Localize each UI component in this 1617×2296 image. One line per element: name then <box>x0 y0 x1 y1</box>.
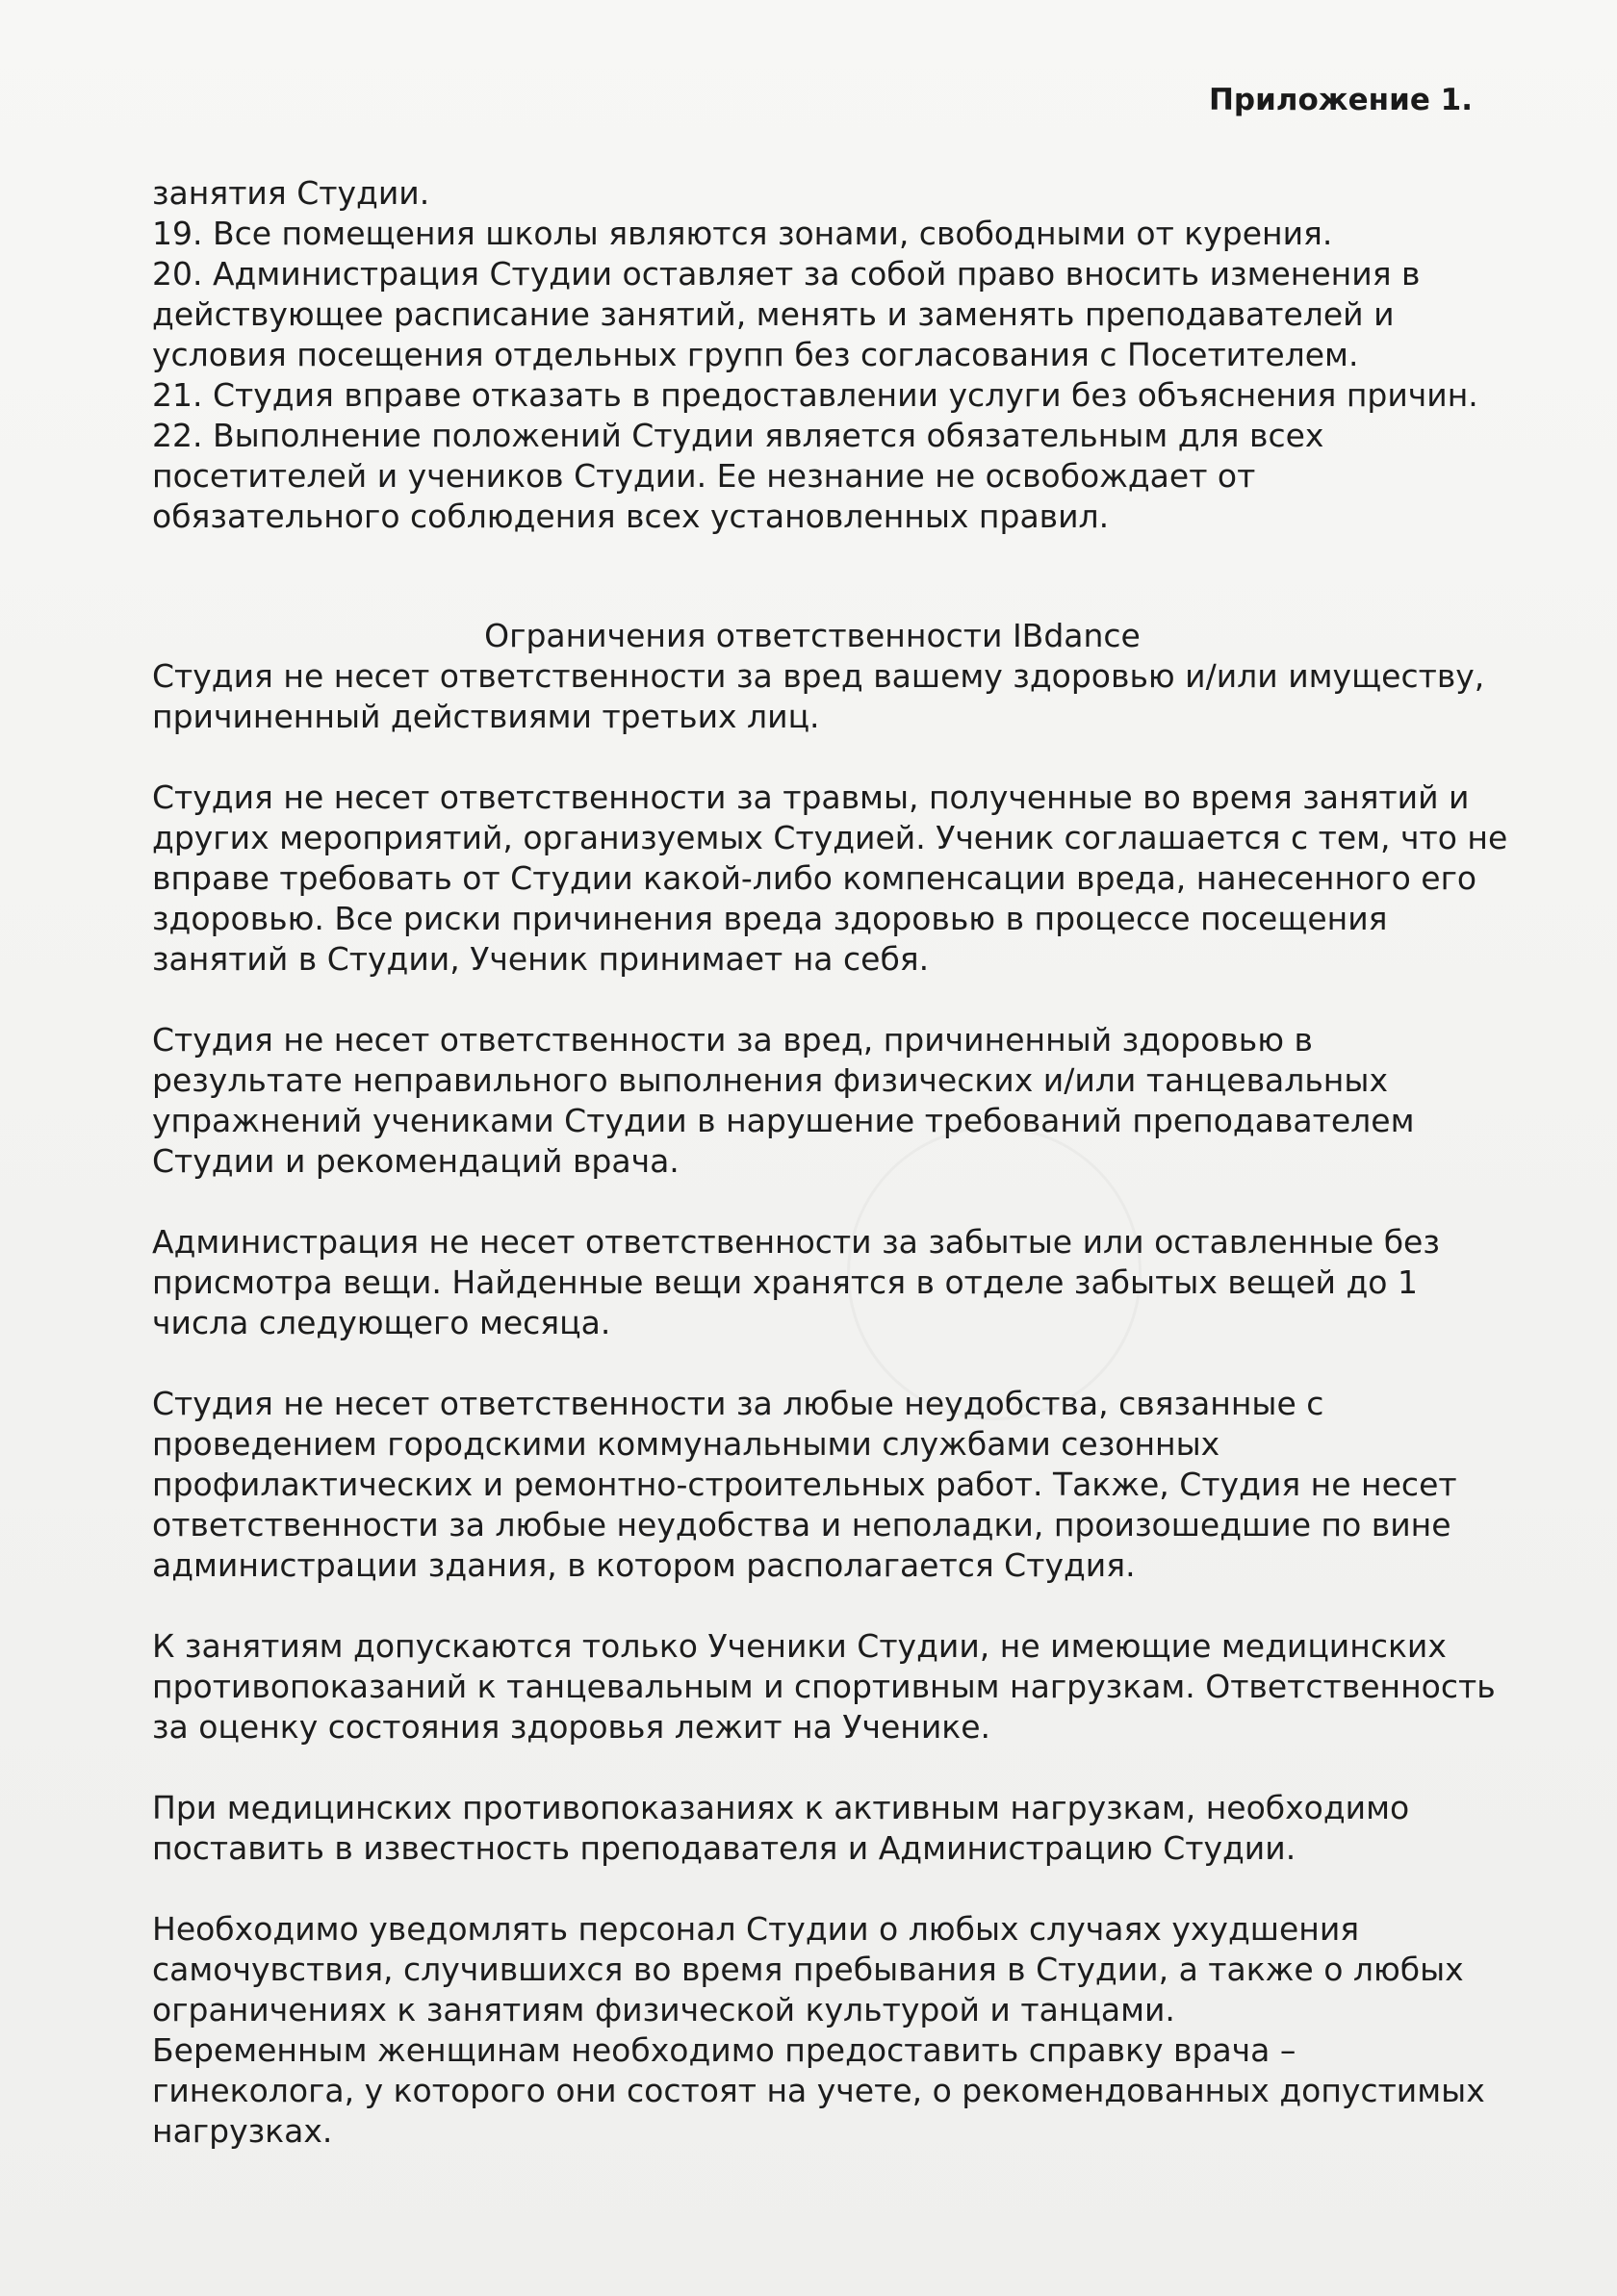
paragraph-line: поставить в известность преподавателя и Администрацию Студии. <box>152 1829 1296 1867</box>
paragraph-line: Необходимо уведомлять персонал Студии о любых случаях ухудшения <box>152 1910 1360 1948</box>
paragraph-line: присмотра вещи. Найденные вещи хранятся в отделе забытых вещей до 1 <box>152 1263 1418 1301</box>
liability-paragraph <box>152 656 1485 737</box>
paragraph-line: упражнений учениками Студии в нарушение требований преподавателем <box>152 1102 1415 1139</box>
paragraph-line: Администрация не несет ответственности за забытые или оставленные без <box>152 1223 1440 1261</box>
appendix-label: Приложение 1. <box>1208 83 1473 117</box>
paragraph-line: администрации здания, в котором располагается Студия. <box>152 1546 1136 1584</box>
liability-paragraph <box>152 1909 1485 2152</box>
paragraph-line: Студии и рекомендаций врача. <box>152 1142 680 1180</box>
paragraph-line: Студия не несет ответственности за любые неудобства, связанные с <box>152 1385 1324 1422</box>
rules-continuation <box>152 173 1478 537</box>
rule-line: посетителей и учеников Студии. Ее незнание не освобождает от <box>152 457 1256 495</box>
liability-paragraph <box>152 1788 1473 1869</box>
rule-line: 20. Администрация Студии оставляет за собой право вносить изменения в <box>152 255 1421 293</box>
paragraph-line: причиненный действиями третьих лиц. <box>152 698 820 735</box>
liability-paragraphs <box>152 656 1508 2152</box>
rule-line: занятия Студии. <box>152 174 430 212</box>
liability-paragraph <box>152 1626 1496 1748</box>
paragraph-line: самочувствия, случившихся во время пребывания в Студии, а также о любых <box>152 1951 1464 1988</box>
paragraph-line: Студия не несет ответственности за травмы, полученные во время занятий и <box>152 778 1470 816</box>
paragraph-line: результате неправильного выполнения физических и/или танцевальных <box>152 1061 1388 1099</box>
paragraph-line: гинеколога, у которого они состоят на учете, о рекомендованных допустимых <box>152 2072 1485 2109</box>
paragraph-line: ограничениях к занятиям физической культурой и танцами. <box>152 1991 1175 2028</box>
paragraph-line: занятий в Студии, Ученик принимает на себя. <box>152 940 930 978</box>
paragraph-line: вправе требовать от Студии какой-либо компенсации вреда, нанесенного его <box>152 859 1477 897</box>
paragraph-line: проведением городскими коммунальными службами сезонных <box>152 1425 1220 1463</box>
paragraph-line: за оценку состояния здоровья лежит на Ученике. <box>152 1708 991 1746</box>
rule-line: условия посещения отдельных групп без согласования с Посетителем. <box>152 336 1359 373</box>
paragraph-line: ответственности за любые неудобства и неполадки, произошедшие по вине <box>152 1506 1451 1543</box>
paragraph-line: профилактических и ремонтно-строительных работ. Также, Студия не несет <box>152 1466 1457 1503</box>
rule-line: 19. Все помещения школы являются зонами, свободными от курения. <box>152 215 1333 252</box>
liability-paragraph <box>152 1020 1473 1182</box>
paragraph-line: числа следующего месяца. <box>152 1304 611 1341</box>
paragraph-line: При медицинских противопоказаниях к активным нагрузкам, необходимо <box>152 1789 1410 1826</box>
liability-paragraph <box>152 1222 1473 1343</box>
paragraph-line: нагрузках. <box>152 2112 333 2150</box>
paragraph-line: здоровью. Все риски причинения вреда здоровью в процессе посещения <box>152 900 1388 937</box>
paragraph-line: других мероприятий, организуемых Студией. Ученик соглашается с тем, что не <box>152 819 1508 856</box>
section-title: Ограничения ответственности IBdance <box>484 617 1141 654</box>
rule-line: обязательного соблюдения всех установленных правил. <box>152 497 1110 535</box>
paragraph-line: Студия не несет ответственности за вред, причиненный здоровью в <box>152 1021 1313 1059</box>
paragraph-line: К занятиям допускаются только Ученики Студии, не имеющие медицинских <box>152 1627 1447 1665</box>
rule-line: действующее расписание занятий, менять и заменять преподавателей и <box>152 295 1395 333</box>
liability-paragraph <box>152 778 1508 980</box>
paragraph-line: Беременным женщинам необходимо предоставить справку врача – <box>152 2031 1296 2069</box>
rule-line: 22. Выполнение положений Студии является обязательным для всех <box>152 417 1324 454</box>
liability-paragraph <box>152 1384 1473 1586</box>
paragraph-line: Студия не несет ответственности за вред вашему здоровью и/или имуществу, <box>152 657 1485 695</box>
rule-line: 21. Студия вправе отказать в предоставлении услуги без объяснения причин. <box>152 376 1478 414</box>
paragraph-line: противопоказаний к танцевальным и спортивным нагрузкам. Ответственность <box>152 1668 1496 1705</box>
